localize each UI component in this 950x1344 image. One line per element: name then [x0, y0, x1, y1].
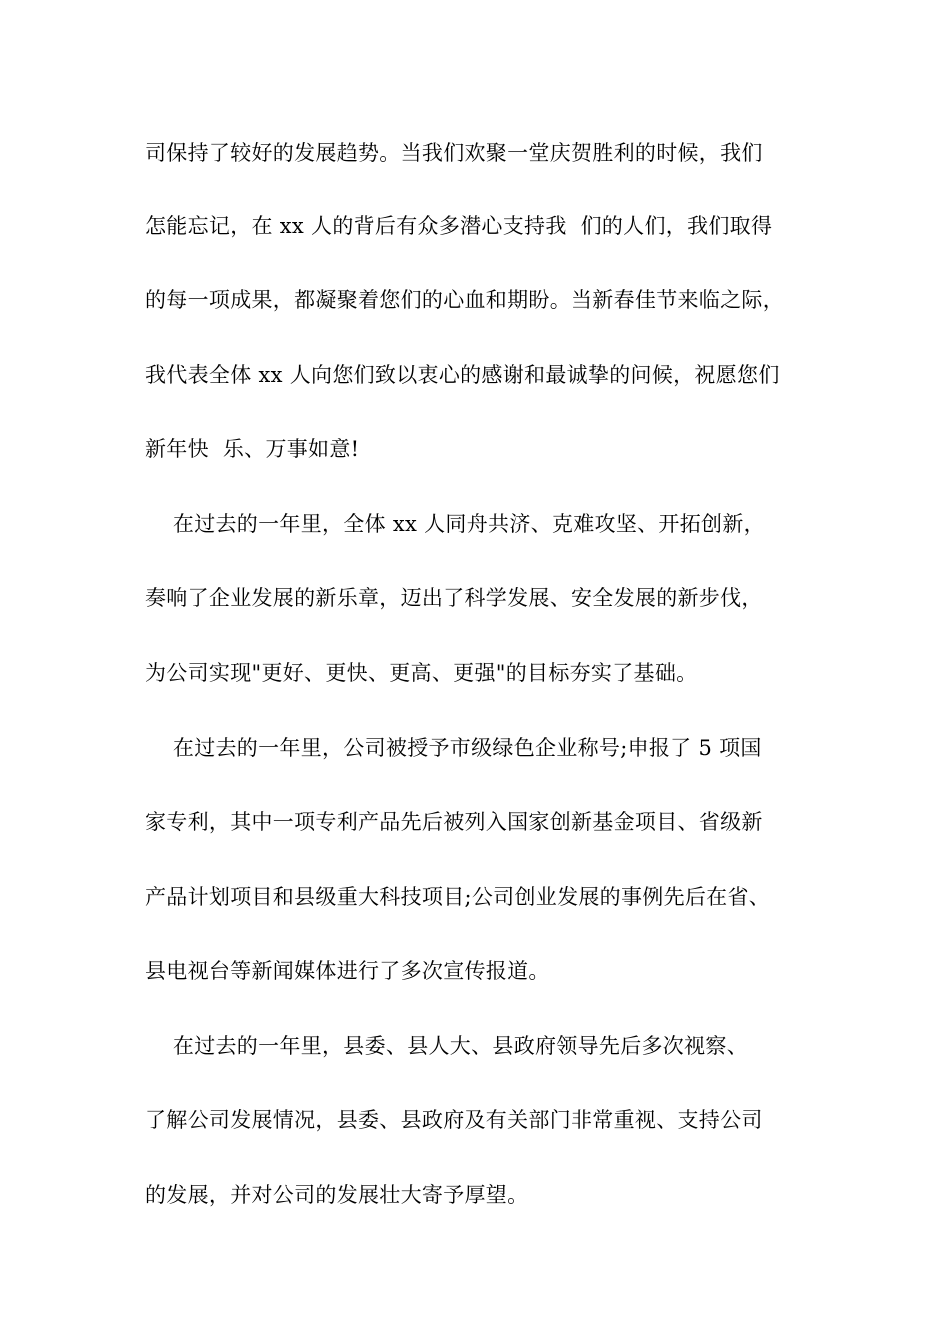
text-line: 怎能忘记，在 xx 人的背后有众多潜心支持我 们的人们，我们取得 [145, 214, 773, 238]
text-line: 产品计划项目和县级重大科技项目;公司创业发展的事例先后在省、 [145, 885, 771, 909]
text-line: 家专利，其中一项专利产品先后被列入国家创新基金项目、省级新 [145, 810, 763, 834]
text-line: 在过去的一年里，县委、县人大、县政府领导先后多次视察、 [145, 1034, 748, 1058]
text-line: 在过去的一年里，公司被授予市级绿色企业称号;申报了 5 项国 [145, 736, 762, 760]
text-line: 我代表全体 xx 人向您们致以衷心的感谢和最诚挚的问候，祝愿您们 [145, 363, 780, 387]
text-line: 奏响了企业发展的新乐章，迈出了科学发展、安全发展的新步伐， [145, 586, 763, 610]
text-line: 新年快 乐、万事如意! [145, 437, 360, 461]
text-line: 了解公司发展情况，县委、县政府及有关部门非常重视、支持公司 [145, 1108, 763, 1132]
text-line: 在过去的一年里，全体 xx 人同舟共济、克难攻坚、开拓创新， [145, 512, 765, 536]
text-line: 司保持了较好的发展趋势。当我们欢聚一堂庆贺胜利的时候，我们 [145, 141, 763, 165]
text-line: 县电视台等新闻媒体进行了多次宣传报道。 [145, 959, 550, 983]
text-line: 为公司实现"更好、更快、更高、更强"的目标夯实了基础。 [145, 661, 698, 685]
text-line: 的发展，并对公司的发展壮大寄予厚望。 [145, 1183, 529, 1207]
text-line: 的每一项成果，都凝聚着您们的心血和期盼。当新春佳节来临之际， [145, 288, 784, 312]
